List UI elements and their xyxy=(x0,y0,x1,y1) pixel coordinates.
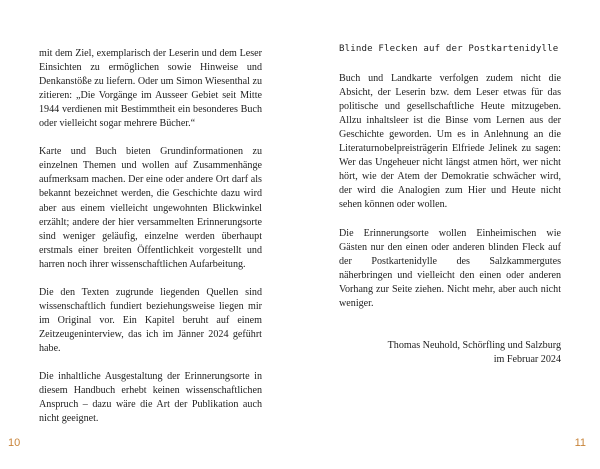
right-paragraph-1: Buch und Landkarte verfolgen zudem nicht die Absicht, der Leserin bzw. dem Leser etwas für das politische und gesellschaftliche Heute mitzugeben. Allzu inhaltsleer ist die Binse vom Lernen aus der Geschichte geworden. Um es in Anlehnung an die Literaturnobelpreisträgerin Elfriede Jelinek zu sagen: Wer das Ungeheuer nicht längst atmen hört, wer nicht hört, wie der Atem der Demokratie schwächer wird, der wird die Analogien zum Hier und Heute nicht sehen können oder wollen. xyxy=(339,73,561,211)
left-paragraph-3: Die den Texten zugrunde liegenden Quellen sind wissenschaftlich fundiert beziehungsweise liegen mir im Original vor. Ein Kapitel beruht auf einem Zeitzeugeninterview, das ich im Jänner 2024 geführt habe. xyxy=(39,286,262,354)
right-body-text xyxy=(339,72,561,367)
right-page xyxy=(300,0,600,469)
signature-block xyxy=(339,339,561,367)
left-body-text xyxy=(39,47,262,440)
left-paragraph-1: mit dem Ziel, exemplarisch der Leserin und dem Leser Einsichten zu ermöglichen sowie Hinweise und Denkanstöße zu liefern. Oder um Simon Wiesenthal zu zitieren: „Die Vorgänge im Ausseer Gebiet seit Mitte 1944 verdienen mit Bestimmtheit ein besonderes Buch oder vielleicht sogar mehrere Bücher.“ xyxy=(39,48,262,130)
left-paragraph-2: Karte und Buch bieten Grundinformationen zu einzelnen Themen und wollen auf Zusammenhänge aufmerksam machen. Der eine oder andere Ort darf als bekannt bezeichnet werden, die Geschichte dazu wird aber aus einem vielleicht ungewohnten Blickwinkel erzählt; andere der hier versammelten Erinnerungsorte sind weniger geläufig, einzelne werden überhaupt erstmals einer breiten Öffentlichkeit vorgestellt und harren noch ihrer wissenschaftlichen Aufarbeitung. xyxy=(39,146,262,270)
left-paragraph-4: Die inhaltliche Ausgestaltung der Erinnerungsorte in diesem Handbuch erhebt keinen wissenschaftlichen Anspruch – dazu wäre die Art der Publikation auch nicht geeignet. xyxy=(39,371,262,425)
right-paragraph-2: Die Erinnerungsorte wollen Einheimischen wie Gästen nur den einen oder anderen blinden Fleck auf der Postkartenidylle des Salzkammergutes näherbringen und vielleicht den einen oder anderen Vorhang zur Seite ziehen. Nicht mehr, aber auch nicht weniger. xyxy=(339,227,561,309)
left-page-number: 10 xyxy=(8,437,21,449)
section-heading: Blinde Flecken auf der Postkartenidylle xyxy=(339,44,559,54)
signature-name: Thomas Neuhold, Schörfling und Salzburg xyxy=(387,339,561,351)
right-page-number: 11 xyxy=(574,437,586,449)
signature-date: im Februar 2024 xyxy=(493,353,561,365)
